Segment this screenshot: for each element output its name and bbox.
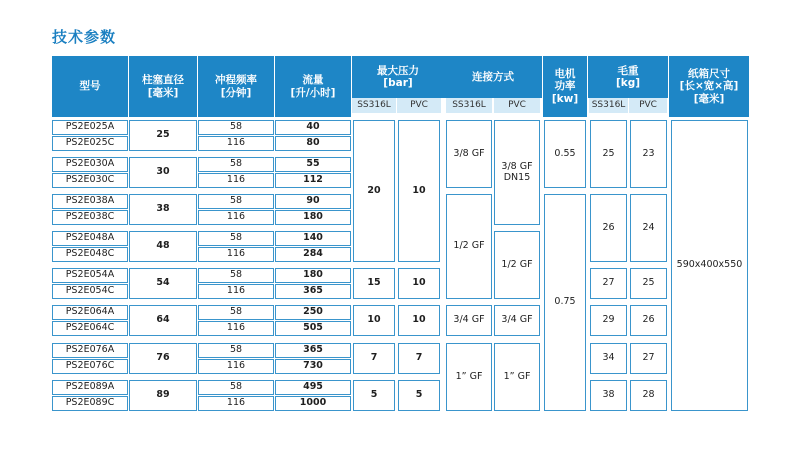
stroke-cell: 58 xyxy=(198,305,274,320)
subheader-connection-pvc: PVC xyxy=(494,98,540,113)
weight-ss-cell: 26 xyxy=(590,194,627,262)
model-cell: PS2E025C xyxy=(52,136,128,151)
stroke-cell: 116 xyxy=(198,284,274,299)
flow-cell: 140 xyxy=(275,231,351,246)
diameter-cell: 38 xyxy=(129,194,197,225)
power-cell: 0.55 xyxy=(544,120,586,188)
diameter-cell: 25 xyxy=(129,120,197,151)
model-cell: PS2E038C xyxy=(52,210,128,225)
flow-cell: 1000 xyxy=(275,396,351,411)
weight-ss-cell: 29 xyxy=(590,305,627,336)
model-cell: PS2E025A xyxy=(52,120,128,135)
connection-pvc-cell: 1/2 GF xyxy=(494,231,540,299)
connection-pvc-cell: 3/8 GF DN15 xyxy=(494,120,540,225)
header-power: 电机 功率 [kw] xyxy=(543,56,587,117)
header-stroke: 冲程频率 [分钟] xyxy=(198,56,274,117)
model-cell: PS2E054A xyxy=(52,268,128,283)
flow-cell: 365 xyxy=(275,343,351,358)
model-cell: PS2E038A xyxy=(52,194,128,209)
pressure-pvc-cell: 5 xyxy=(398,380,440,411)
flow-cell: 40 xyxy=(275,120,351,135)
stroke-cell: 116 xyxy=(198,136,274,151)
stroke-cell: 116 xyxy=(198,210,274,225)
stroke-cell: 58 xyxy=(198,157,274,172)
model-cell: PS2E089C xyxy=(52,396,128,411)
model-cell: PS2E064A xyxy=(52,305,128,320)
header-diameter: 柱塞直径 [毫米] xyxy=(129,56,197,117)
flow-cell: 80 xyxy=(275,136,351,151)
flow-cell: 180 xyxy=(275,210,351,225)
pressure-ss-cell: 5 xyxy=(353,380,395,411)
header-box-size: 纸箱尺寸 [长×宽×高] [毫米] xyxy=(669,56,749,117)
flow-cell: 180 xyxy=(275,268,351,283)
model-cell: PS2E030C xyxy=(52,173,128,188)
model-cell: PS2E048A xyxy=(52,231,128,246)
diameter-cell: 54 xyxy=(129,268,197,299)
diameter-cell: 64 xyxy=(129,305,197,336)
weight-pvc-cell: 27 xyxy=(630,343,667,374)
stroke-cell: 116 xyxy=(198,321,274,336)
pressure-pvc-cell: 10 xyxy=(398,305,440,336)
flow-cell: 250 xyxy=(275,305,351,320)
weight-pvc-cell: 25 xyxy=(630,268,667,299)
page-title: 技术参数 xyxy=(52,28,117,46)
flow-cell: 55 xyxy=(275,157,351,172)
stroke-cell: 58 xyxy=(198,194,274,209)
model-cell: PS2E064C xyxy=(52,321,128,336)
pressure-ss-cell: 20 xyxy=(353,120,395,262)
connection-ss-cell: 1” GF xyxy=(446,343,492,411)
stroke-cell: 116 xyxy=(198,396,274,411)
flow-cell: 505 xyxy=(275,321,351,336)
flow-cell: 495 xyxy=(275,380,351,395)
pressure-ss-cell: 7 xyxy=(353,343,395,374)
stroke-cell: 58 xyxy=(198,380,274,395)
stroke-cell: 116 xyxy=(198,247,274,262)
connection-ss-cell: 3/8 GF xyxy=(446,120,492,188)
stroke-cell: 116 xyxy=(198,359,274,374)
connection-pvc-cell: 3/4 GF xyxy=(494,305,540,336)
weight-ss-cell: 25 xyxy=(590,120,627,188)
subheader-connection-ss: SS316L xyxy=(446,98,492,113)
weight-pvc-cell: 24 xyxy=(630,194,667,262)
stroke-cell: 58 xyxy=(198,120,274,135)
subheader-pressure-ss: SS316L xyxy=(352,98,396,113)
subheader-weight-pvc: PVC xyxy=(629,98,667,113)
header-flow: 流量 [升/小时] xyxy=(275,56,351,117)
pressure-pvc-cell: 10 xyxy=(398,268,440,299)
pressure-ss-cell: 15 xyxy=(353,268,395,299)
diameter-cell: 30 xyxy=(129,157,197,188)
flow-cell: 90 xyxy=(275,194,351,209)
model-cell: PS2E030A xyxy=(52,157,128,172)
connection-ss-cell: 1/2 GF xyxy=(446,194,492,299)
power-cell: 0.75 xyxy=(544,194,586,411)
subheader-weight-ss: SS316L xyxy=(589,98,628,113)
weight-ss-cell: 34 xyxy=(590,343,627,374)
pressure-ss-cell: 10 xyxy=(353,305,395,336)
weight-pvc-cell: 28 xyxy=(630,380,667,411)
model-cell: PS2E054C xyxy=(52,284,128,299)
pressure-pvc-cell: 10 xyxy=(398,120,440,262)
model-cell: PS2E076A xyxy=(52,343,128,358)
header-pressure: 最大压力 [bar] xyxy=(352,56,444,98)
weight-pvc-cell: 23 xyxy=(630,120,667,188)
stroke-cell: 58 xyxy=(198,268,274,283)
model-cell: PS2E089A xyxy=(52,380,128,395)
header-connection: 连接方式 xyxy=(444,56,542,98)
flow-cell: 365 xyxy=(275,284,351,299)
diameter-cell: 76 xyxy=(129,343,197,374)
flow-cell: 730 xyxy=(275,359,351,374)
flow-cell: 284 xyxy=(275,247,351,262)
header-model: 型号 xyxy=(52,56,128,117)
flow-cell: 112 xyxy=(275,173,351,188)
model-cell: PS2E076C xyxy=(52,359,128,374)
model-cell: PS2E048C xyxy=(52,247,128,262)
stroke-cell: 58 xyxy=(198,343,274,358)
header-weight: 毛重 [kg] xyxy=(588,56,668,98)
stroke-cell: 58 xyxy=(198,231,274,246)
pressure-pvc-cell: 7 xyxy=(398,343,440,374)
weight-ss-cell: 27 xyxy=(590,268,627,299)
box-size-cell: 590x400x550 xyxy=(671,120,748,411)
weight-ss-cell: 38 xyxy=(590,380,627,411)
weight-pvc-cell: 26 xyxy=(630,305,667,336)
connection-pvc-cell: 1” GF xyxy=(494,343,540,411)
connection-ss-cell: 3/4 GF xyxy=(446,305,492,336)
diameter-cell: 48 xyxy=(129,231,197,262)
stroke-cell: 116 xyxy=(198,173,274,188)
subheader-pressure-pvc: PVC xyxy=(397,98,441,113)
diameter-cell: 89 xyxy=(129,380,197,411)
